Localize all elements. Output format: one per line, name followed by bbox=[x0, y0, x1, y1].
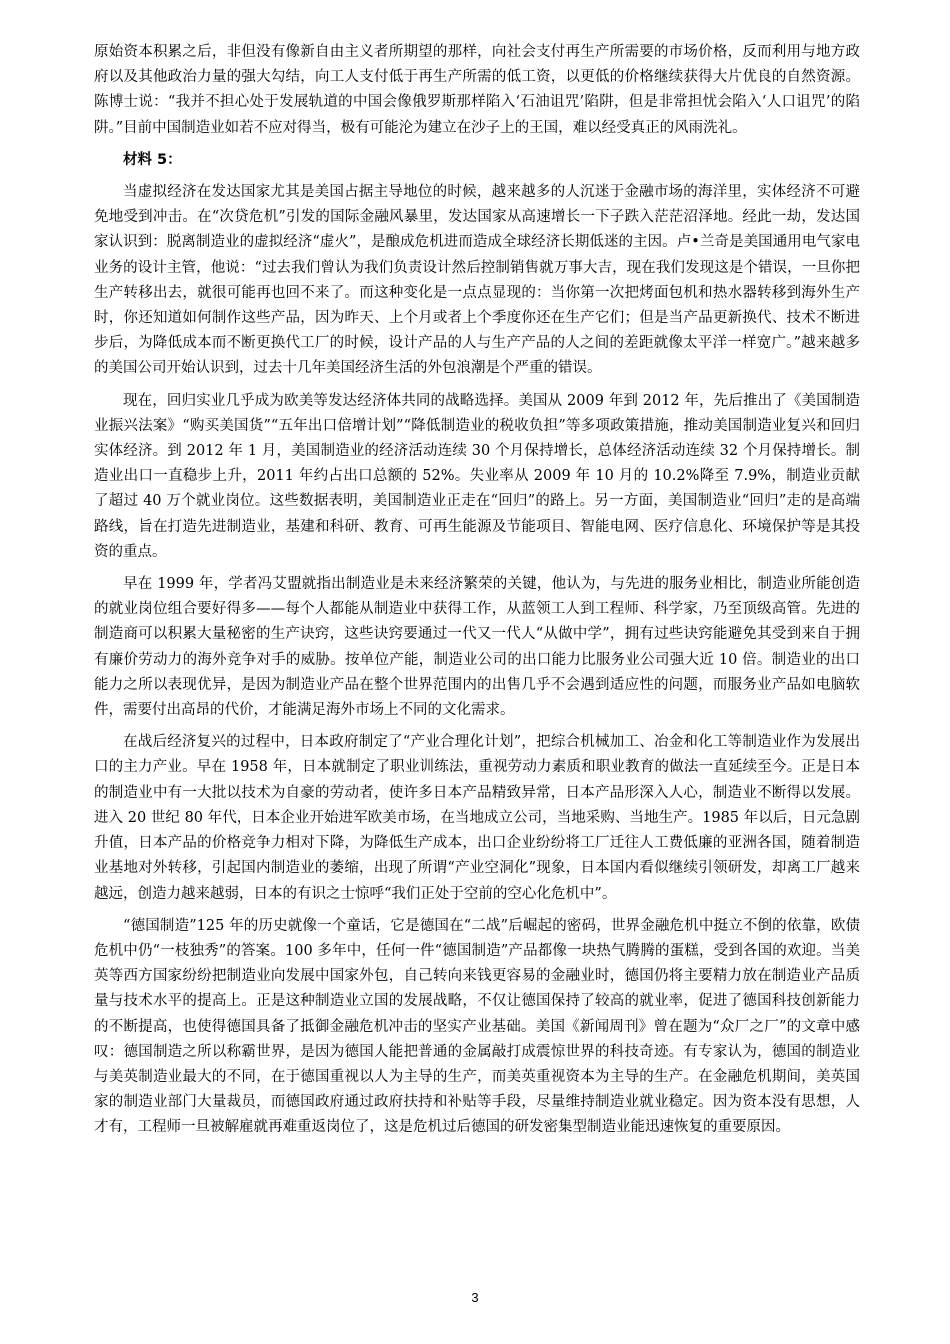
paragraph-return-to-industry: 现在，回归实业几乎成为欧美等发达经济体共同的战略选择。美国从 2009 年到 2012 年，先后推出了《美国制造业振兴法案》“购买美国货”“五年出口倍增计划”“降低制造业的税收负担”等多项政策措施，推动美国制造业复兴和回归实体经济。到 2012 年 1 月，美国制造业的经济活动连续 30 个月保持增长，总体经济活动连续 32 个月保持增长。制造业出口一直稳步上升，2011 年约占出口总额的 52%。失业率从 2009 年 10 月的 10.2%降至 7.9%，制造业贡献了超过 40 万个就业岗位。这些数据表明，美国制造业正走在“回归”的路上。另一方面，美国制造业“回归”走的是高端路线，旨在打造先进制造业，基建和科研、教育、可再生能源及节能项目、智能电网、医疗信息化、环境保护等是其投资的重点。 bbox=[94, 392, 860, 560]
document-body bbox=[94, 40, 860, 1148]
paragraph-japan: 在战后经济复兴的过程中，日本政府制定了“产业合理化计划”，把综合机械加工、冶金和化工等制造业作为发展出口的主力产业。早在 1958 年，日本就制定了职业训练法，重视劳动力素质和职业教育的做法一直延续至今。正是日本的制造业中有一大批以技术为自豪的劳动者，使许多日本产品精致异常，日本产品形深入人心，制造业不断得以发展。进入 20 世纪 80 年代，日本企业开始进军欧美市场，在当地成立公司，当地采购、当地生产。1985 年以后，日元急剧升值，日本产品的价格竞争力相对下降，为降低生产成本，出口企业纷纷将工厂迁往人工费低廉的亚洲各国，随着制造业基地对外转移，引起国内制造业的萎缩，出现了所谓“产业空洞化”现象，日本国内看似继续引领研发，却离工厂越来越远，创造力越来越弱，日本的有识之士惊呼“我们正处于空前的空心化危机中”。 bbox=[94, 734, 860, 902]
paragraph-virtual-economy: 当虚拟经济在发达国家尤其是美国占据主导地位的时候，越来越多的人沉迷于金融市场的海洋里，实体经济不可避免地受到冲击。在“次贷危机”引发的国际金融风暴里，发达国家从高速增长一下子跌入茫茫沼泽地。经此一劫，发达国家认识到：脱离制造业的虚拟经济“虚火”，是酿成危机进而造成全球经济长期低迷的主因。卢•兰奇是美国通用电气家电业务的设计主管，他说：“过去我们曾认为我们负责设计然后控制销售就万事大吉，现在我们发现这是个错误，一旦你把生产转移出去，就很可能再也回不来了。而这种变化是一点点显现的：当你第一次把烤面包机和热水器转移到海外生产时，你还知道如何制作这些产品，因为昨天、上个月或者上个季度你还在生产它们；但是当产品更新换代、技术不断进步后，为降低成本而不断更换代工厂的时候，设计产品的人与生产产品的人之间的差距就像太平洋一样宽广。”越来越多的美国公司开始认识到，过去十几年美国经济生活的外包浪潮是个严重的错误。 bbox=[94, 184, 860, 377]
paragraph-manufacturing-key: 早在 1999 年，学者冯艾盟就指出制造业是未来经济繁荣的关键，他认为，与先进的服务业相比，制造业所能创造的就业岗位组合要好得多——每个人都能从制造业中获得工作，从蓝领工人到工程师、科学家，乃至顶级高管。先进的制造商可以积累大量秘密的生产诀窍，这些诀窍要通过一代又一代人“从做中学”，拥有过些诀窍能避免其受到来自于拥有廉价劳动力的海外竞争对手的威胁。按单位产能，制造业公司的出口能力比服务业公司强大近 10 倍。制造业的出口能力之所以表现优异，是因为制造业产品在整个世界范围内的出售几乎不会遇到适应性的问题，而服务业产品如电脑软件，需要付出高昂的代价，才能满足海外市场上不同的文化需求。 bbox=[94, 576, 860, 719]
paragraph-continuation: 原始资本积累之后，非但没有像新自由主义者所期望的那样，向社会支付再生产所需要的市场价格，反而利用与地方政府以及其他政治力量的强大勾结，向工人支付低于再生产所需的低工资，以更低的价格继续获得大片优良的自然资源。陈博士说：“我并不担心处于发展轨道的中国会像俄罗斯那样陷入‘石油诅咒’陷阱，但是非常担忧会陷入‘人口诅咒’的陷阱。”目前中国制造业如若不应对得当，极有可能沦为建立在沙子上的王国，难以经受真正的风雨洗礼。 bbox=[94, 44, 860, 136]
page-number: 3 bbox=[471, 1290, 479, 1305]
section-heading-material-5: 材料 5： bbox=[123, 151, 182, 168]
paragraph-germany: “德国制造”125 年的历史就像一个童话，它是德国在“二战”后崛起的密码，世界金融危机中挺立不倒的依靠，欧债危机中仍“一枝独秀”的答案。100 多年中，任何一件“德国制造”产品都像一块热气腾腾的蛋糕，受到各国的欢迎。当美英等西方国家纷纷把制造业向发展中国家外包，自己转向来钱更容易的金融业时，德国仍将主要精力放在制造业产品质量与技术水平的提高上。正是这种制造业立国的发展战略，不仅让德国保持了较高的就业率，促进了德国科技创新能力的不断提高，也使得德国具备了抵御金融危机冲击的坚实产业基础。美国《新闻周刊》曾在题为“众厂之厂”的文章中感叹：德国制造之所以称霸世界，是因为德国人能把普通的金属敲打成震惊世界的科技奇迹。有专家认为，德国的制造业与美英制造业最大的不同，在于德国重视以人为主导的生产，而美英重视资本为主导的生产。在金融危机期间，美英国家的制造业部门大量裁员，而德国政府通过政府扶持和补贴等手段，尽量维持制造业就业稳定。因为资本没有思想，人才有，工程师一旦被解雇就再难重返岗位了，这是危机过后德国的研发密集型制造业能迅速恢复的重要原因。 bbox=[94, 917, 860, 1136]
